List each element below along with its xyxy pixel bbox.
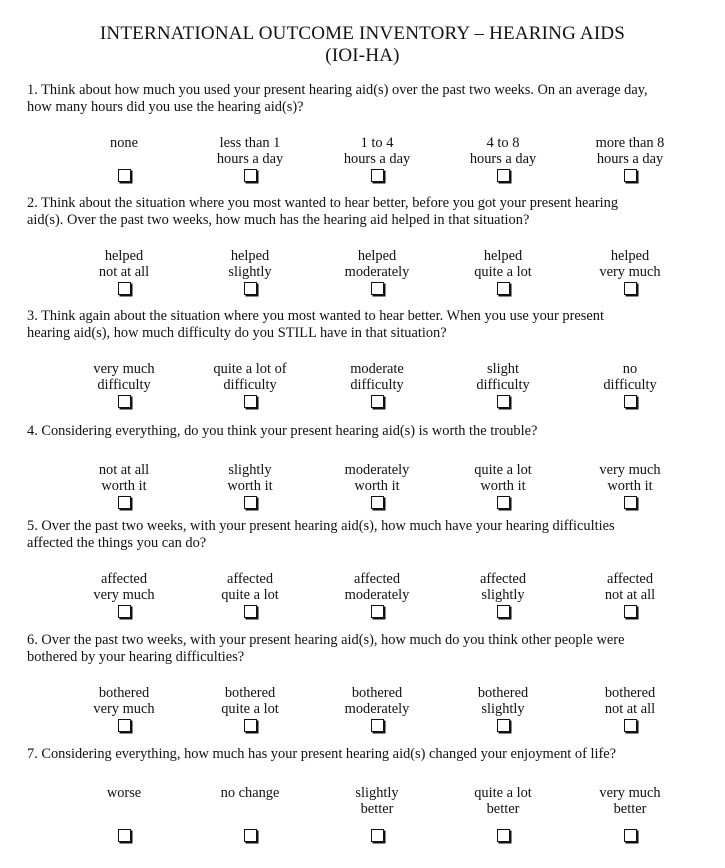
q6-option-3-label-line2: moderately <box>344 701 410 717</box>
q6-option-5-checkbox[interactable] <box>624 719 637 732</box>
q2-option-3-label: helped <box>357 248 397 264</box>
q4-option-2-label-line2: worth it <box>227 478 273 494</box>
q2-option-5-label-line2: very much <box>599 264 661 280</box>
q7-option-5-checkbox[interactable] <box>624 829 637 842</box>
question-6-text-line2: bothered by your hearing difficulties? <box>27 649 245 665</box>
q3-option-2-label: quite a lot of <box>213 361 287 377</box>
question-1-text-line2: how many hours did you use the hearing aid(s)? <box>27 99 304 115</box>
q2-option-2-label-line2: slightly <box>228 264 272 280</box>
q7-option-2-label: no change <box>220 785 280 801</box>
q4-option-2-checkbox[interactable] <box>244 496 257 509</box>
q7-option-1-checkbox[interactable] <box>118 829 131 842</box>
q3-option-3-label-line2: difficulty <box>350 377 404 393</box>
q5-option-4-label-line2: slightly <box>481 587 525 603</box>
q4-option-1-label-line2: worth it <box>101 478 147 494</box>
q7-option-4-checkbox[interactable] <box>497 829 510 842</box>
q5-option-3-checkbox[interactable] <box>371 605 384 618</box>
q3-option-1-checkbox[interactable] <box>118 395 131 408</box>
q7-option-3-label: slightly <box>355 785 399 801</box>
q7-option-1-label: worse <box>106 785 142 801</box>
q6-option-1-label-line2: very much <box>93 701 155 717</box>
q1-option-2-label: less than 1 <box>219 135 281 151</box>
q2-option-5-label: helped <box>610 248 650 264</box>
q7-option-3-checkbox[interactable] <box>371 829 384 842</box>
q7-option-3-label-line2: better <box>360 801 394 817</box>
q6-option-2-label-line2: quite a lot <box>221 701 279 717</box>
q6-option-1-checkbox[interactable] <box>118 719 131 732</box>
q5-option-2-label: affected <box>226 571 274 587</box>
q6-option-4-label-line2: slightly <box>481 701 525 717</box>
q4-option-4-checkbox[interactable] <box>497 496 510 509</box>
question-7-text: 7. Considering everything, how much has your present hearing aid(s) changed your enjoyment of life? <box>27 746 617 762</box>
q4-option-1-label: not at all <box>98 462 150 478</box>
q2-option-1-label-line2: not at all <box>98 264 150 280</box>
q6-option-2-checkbox[interactable] <box>244 719 257 732</box>
q4-option-4-label-line2: worth it <box>480 478 526 494</box>
q4-option-4-label: quite a lot <box>474 462 532 478</box>
q5-option-4-checkbox[interactable] <box>497 605 510 618</box>
q3-option-2-checkbox[interactable] <box>244 395 257 408</box>
q2-option-4-label-line2: quite a lot <box>474 264 532 280</box>
q4-option-3-label: moderately <box>344 462 410 478</box>
q2-option-2-checkbox[interactable] <box>244 282 257 295</box>
q5-option-2-label-line2: quite a lot <box>221 587 279 603</box>
form-subtitle: (IOI-HA) <box>325 45 400 66</box>
q7-option-5-label-line2: better <box>613 801 647 817</box>
q5-option-4-label: affected <box>479 571 527 587</box>
q2-option-1-checkbox[interactable] <box>118 282 131 295</box>
q1-option-1-checkbox[interactable] <box>118 169 131 182</box>
q6-option-5-label-line2: not at all <box>604 701 656 717</box>
form-title: INTERNATIONAL OUTCOME INVENTORY – HEARING AIDS <box>99 23 626 44</box>
q4-option-3-checkbox[interactable] <box>371 496 384 509</box>
q1-option-3-checkbox[interactable] <box>371 169 384 182</box>
q1-option-4-label: 4 to 8 <box>486 135 520 151</box>
q1-option-3-label-line2: hours a day <box>343 151 411 167</box>
q1-option-3-label: 1 to 4 <box>360 135 394 151</box>
q2-option-2-label: helped <box>230 248 270 264</box>
q1-option-2-checkbox[interactable] <box>244 169 257 182</box>
q2-option-4-checkbox[interactable] <box>497 282 510 295</box>
q3-option-2-label-line2: difficulty <box>223 377 277 393</box>
q1-option-5-checkbox[interactable] <box>624 169 637 182</box>
q1-option-4-checkbox[interactable] <box>497 169 510 182</box>
q3-option-5-label: no <box>622 361 638 377</box>
q5-option-2-checkbox[interactable] <box>244 605 257 618</box>
question-2-text-line2: aid(s). Over the past two weeks, how much has the hearing aid helped in that situation? <box>27 212 530 228</box>
q1-option-2-label-line2: hours a day <box>216 151 284 167</box>
q3-option-3-checkbox[interactable] <box>371 395 384 408</box>
q7-option-4-label: quite a lot <box>474 785 532 801</box>
q1-option-4-label-line2: hours a day <box>469 151 537 167</box>
q2-option-4-label: helped <box>483 248 523 264</box>
q3-option-1-label: very much <box>93 361 155 377</box>
q3-option-4-label: slight <box>487 361 519 377</box>
q5-option-1-label: affected <box>100 571 148 587</box>
q6-option-3-checkbox[interactable] <box>371 719 384 732</box>
q5-option-1-label-line2: very much <box>93 587 155 603</box>
q1-option-5-label: more than 8 <box>595 135 665 151</box>
q5-option-1-checkbox[interactable] <box>118 605 131 618</box>
q6-option-4-label: bothered <box>477 685 529 701</box>
q3-option-1-label-line2: difficulty <box>97 377 151 393</box>
q3-option-3-label: moderate <box>350 361 404 377</box>
question-1-text: 1. Think about how much you used your present hearing aid(s) over the past two weeks. On an average day, <box>27 82 648 98</box>
question-2-text: 2. Think about the situation where you most wanted to hear better, before you got your present hearing <box>27 195 619 211</box>
q6-option-5-label: bothered <box>604 685 656 701</box>
q4-option-3-label-line2: worth it <box>354 478 400 494</box>
q5-option-3-label: affected <box>353 571 401 587</box>
q4-option-5-label: very much <box>599 462 661 478</box>
q2-option-5-checkbox[interactable] <box>624 282 637 295</box>
q3-option-4-label-line2: difficulty <box>476 377 530 393</box>
q5-option-5-label-line2: not at all <box>604 587 656 603</box>
q6-option-1-label: bothered <box>98 685 150 701</box>
q5-option-5-label: affected <box>606 571 654 587</box>
q4-option-1-checkbox[interactable] <box>118 496 131 509</box>
question-3-text: 3. Think again about the situation where you most wanted to hear better. When you use your present <box>27 308 604 324</box>
question-4-text: 4. Considering everything, do you think your present hearing aid(s) is worth the trouble? <box>27 423 538 439</box>
q4-option-5-label-line2: worth it <box>607 478 653 494</box>
question-5-text: 5. Over the past two weeks, with your present hearing aid(s), how much have your hearing difficulties <box>27 518 615 534</box>
question-5-text-line2: affected the things you can do? <box>27 535 207 551</box>
q5-option-3-label-line2: moderately <box>344 587 410 603</box>
q7-option-5-label: very much <box>599 785 661 801</box>
q6-option-2-label: bothered <box>224 685 276 701</box>
q3-option-5-checkbox[interactable] <box>624 395 637 408</box>
q6-option-4-checkbox[interactable] <box>497 719 510 732</box>
question-3-text-line2: hearing aid(s), how much difficulty do you STILL have in that situation? <box>27 325 447 341</box>
q1-option-1-label: none <box>110 135 138 151</box>
q7-option-2-checkbox[interactable] <box>244 829 257 842</box>
q6-option-3-label: bothered <box>351 685 403 701</box>
q2-option-1-label: helped <box>104 248 144 264</box>
q3-option-5-label-line2: difficulty <box>603 377 657 393</box>
q5-option-5-checkbox[interactable] <box>624 605 637 618</box>
q1-option-5-label-line2: hours a day <box>596 151 664 167</box>
q7-option-4-label-line2: better <box>486 801 520 817</box>
q2-option-3-checkbox[interactable] <box>371 282 384 295</box>
question-6-text: 6. Over the past two weeks, with your present hearing aid(s), how much do you think other people were <box>27 632 625 648</box>
q3-option-4-checkbox[interactable] <box>497 395 510 408</box>
q4-option-5-checkbox[interactable] <box>624 496 637 509</box>
q4-option-2-label: slightly <box>228 462 272 478</box>
q2-option-3-label-line2: moderately <box>344 264 410 280</box>
